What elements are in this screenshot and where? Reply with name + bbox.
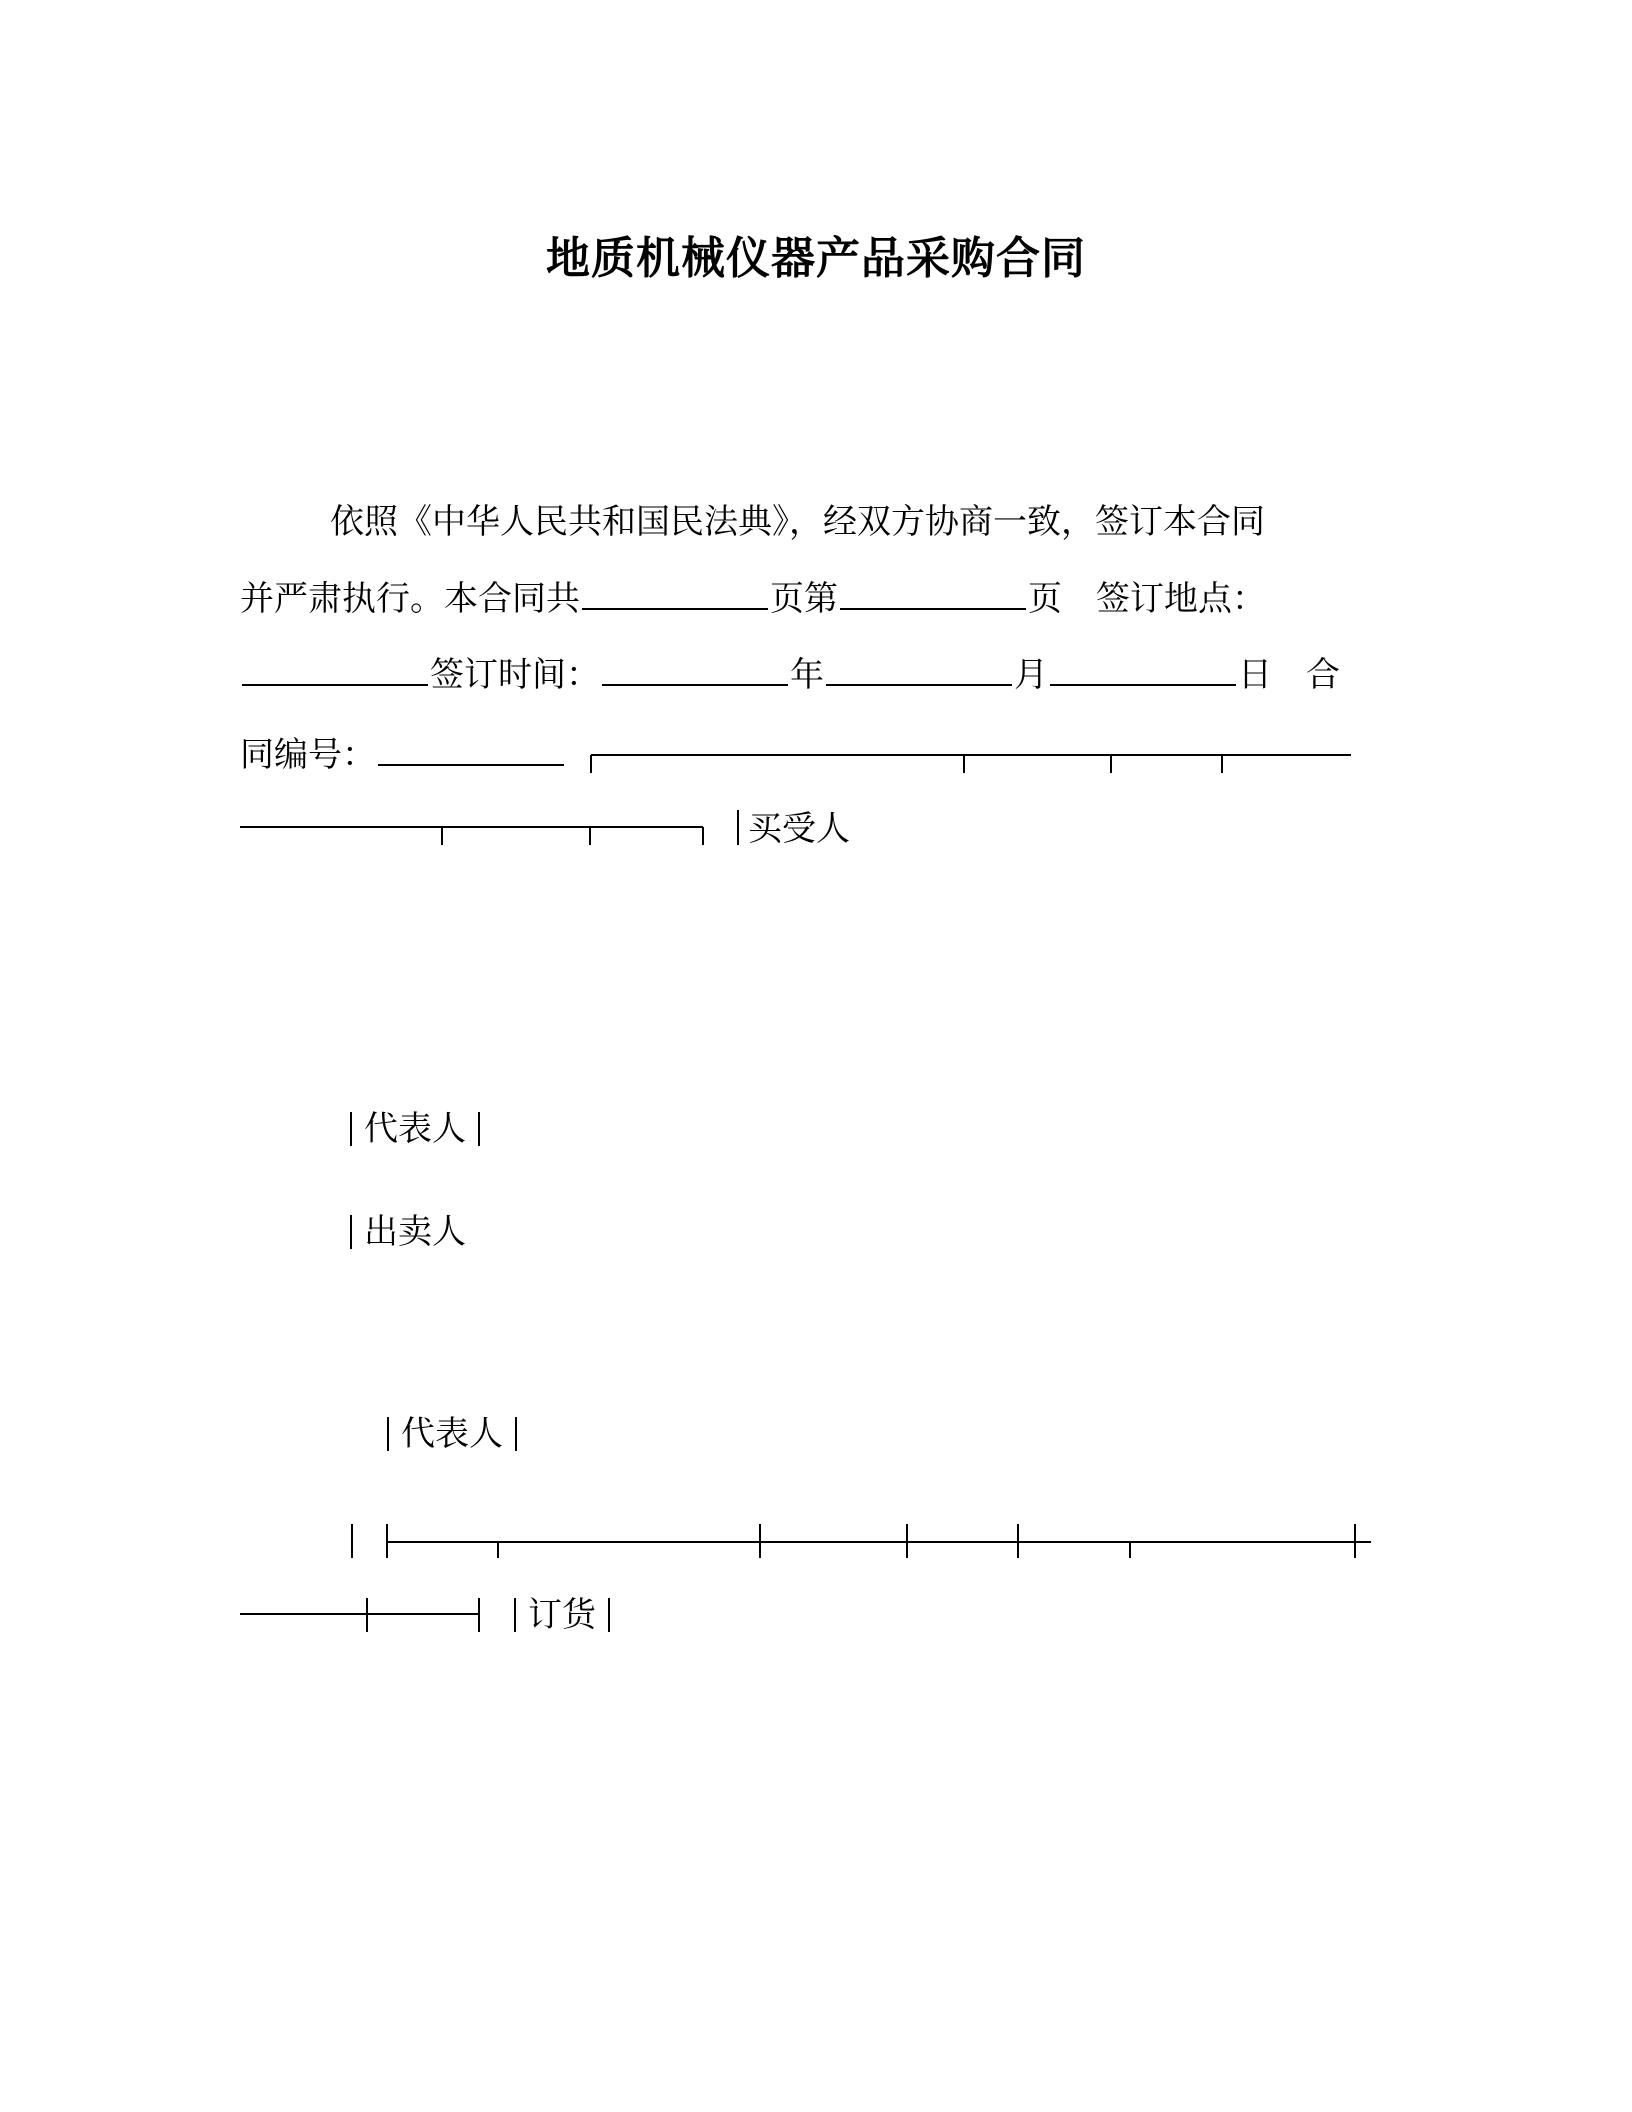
document-title: 地质机械仪器产品采购合同 [546, 233, 1086, 284]
buyer-label: 买受人 [748, 809, 850, 849]
seller-rep-field [375, 1409, 529, 1459]
buyer-rep-label: 代表人 [364, 1109, 466, 1149]
intro-text-2c: 页 [1028, 579, 1062, 619]
order-label: 订货 [528, 1595, 596, 1635]
sign-time-label: 签订时间： [430, 655, 600, 695]
seller-rep-label: 代表人 [401, 1414, 503, 1454]
year-label: 年 [790, 655, 824, 695]
intro-text-2b: 页第 [770, 579, 838, 619]
intro-text-2a: 并严肃执行。本合同共 [240, 579, 580, 619]
buyer-field [748, 804, 850, 854]
seller-label: 出卖人 [364, 1212, 466, 1252]
buyer-rep-field [338, 1104, 492, 1154]
intro-text-1: 依照《中华人民共和国民法典》，经双方协商一致，签订本合同 [330, 502, 1265, 542]
contract-label-start: 合 [1306, 655, 1340, 695]
contract-number-label: 同编号： [240, 735, 376, 775]
month-label: 月 [1014, 655, 1048, 695]
seller-field [338, 1207, 466, 1257]
sign-place-label: 签订地点： [1096, 579, 1266, 619]
day-label: 日 [1238, 655, 1272, 695]
order-field [502, 1590, 622, 1640]
